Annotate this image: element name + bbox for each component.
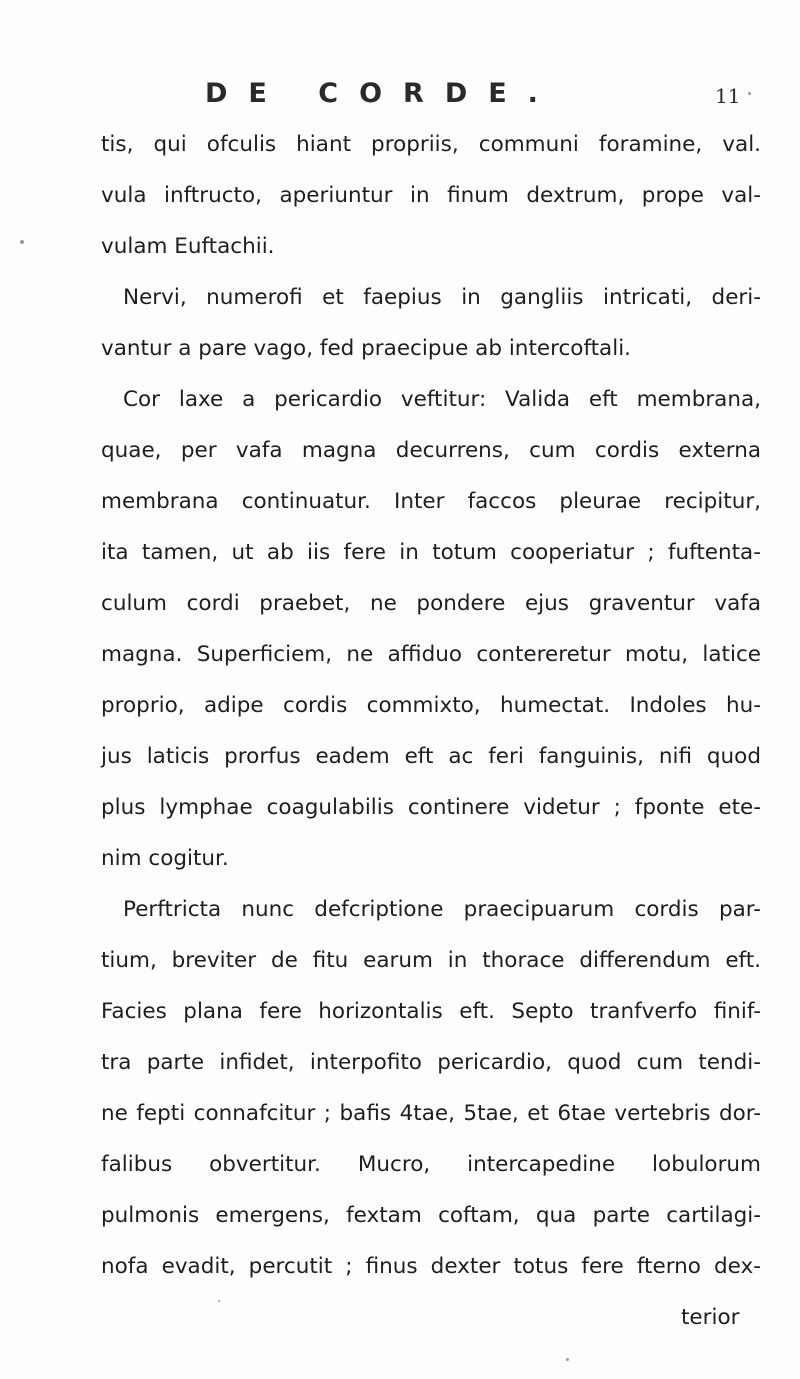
text-line: nofa evadit, percutit ; finus dexter totus fere fterno dex- xyxy=(101,1254,761,1279)
text-line: ita tamen, ut ab iis fere in totum cooperiatur ; fuftenta- xyxy=(101,540,761,565)
text-line: ne fepti connafcitur ; bafis 4tae, 5tae, et 6tae vertebris dor- xyxy=(101,1101,761,1126)
catchword: terior xyxy=(681,1305,740,1330)
text-line: nim cogitur. xyxy=(101,846,229,871)
page-number: 11 xyxy=(715,84,741,108)
text-line: tium, breviter de fitu earum in thorace differendum eft. xyxy=(101,948,761,973)
text-line: membrana continuatur. Inter faccos pleurae recipitur, xyxy=(101,489,761,514)
text-line: tra parte infidet, interpofito pericardio, quod cum tendi- xyxy=(101,1050,761,1075)
running-title: DE CORDE. xyxy=(205,78,559,109)
paper-speck xyxy=(20,240,24,244)
text-line: proprio, adipe cordis commixto, humectat. Indoles hu- xyxy=(101,693,761,718)
paper-speck xyxy=(748,92,751,95)
text-line: vulam Euftachii. xyxy=(101,234,275,259)
text-line: falibus obvertitur. Mucro, intercapedine lobulorum xyxy=(101,1152,761,1177)
text-line: Perftricta nunc defcriptione praecipuarum cordis par- xyxy=(123,897,761,922)
text-line: vula inftructo, aperiuntur in finum dextrum, prope val- xyxy=(101,183,761,208)
text-line: magna. Superficiem, ne affiduo contereretur motu, latice xyxy=(101,642,761,667)
text-line: Cor laxe a pericardio veftitur: Valida eft membrana, xyxy=(123,387,761,412)
text-line: vantur a pare vago, fed praecipue ab intercoftali. xyxy=(101,336,632,361)
paper-speck xyxy=(218,1300,220,1302)
text-line: jus laticis prorfus eadem eft ac feri fanguinis, nifi quod xyxy=(101,744,761,769)
running-head xyxy=(0,78,800,118)
text-line: culum cordi praebet, ne pondere ejus graventur vafa xyxy=(101,591,761,616)
text-line: Nervi, numerofi et faepius in gangliis intricati, deri- xyxy=(123,285,761,310)
text-line: Facies plana fere horizontalis eft. Septo tranfverfo finif- xyxy=(101,999,761,1024)
paper-speck xyxy=(566,1358,569,1361)
text-line: pulmonis emergens, fextam coftam, qua parte cartilagi- xyxy=(101,1203,761,1228)
text-line: plus lymphae coagulabilis continere videtur ; fponte ete- xyxy=(101,795,761,820)
text-line: quae, per vafa magna decurrens, cum cordis externa xyxy=(101,438,761,463)
text-line: tis, qui ofculis hiant propriis, communi foramine, val. xyxy=(101,132,761,157)
